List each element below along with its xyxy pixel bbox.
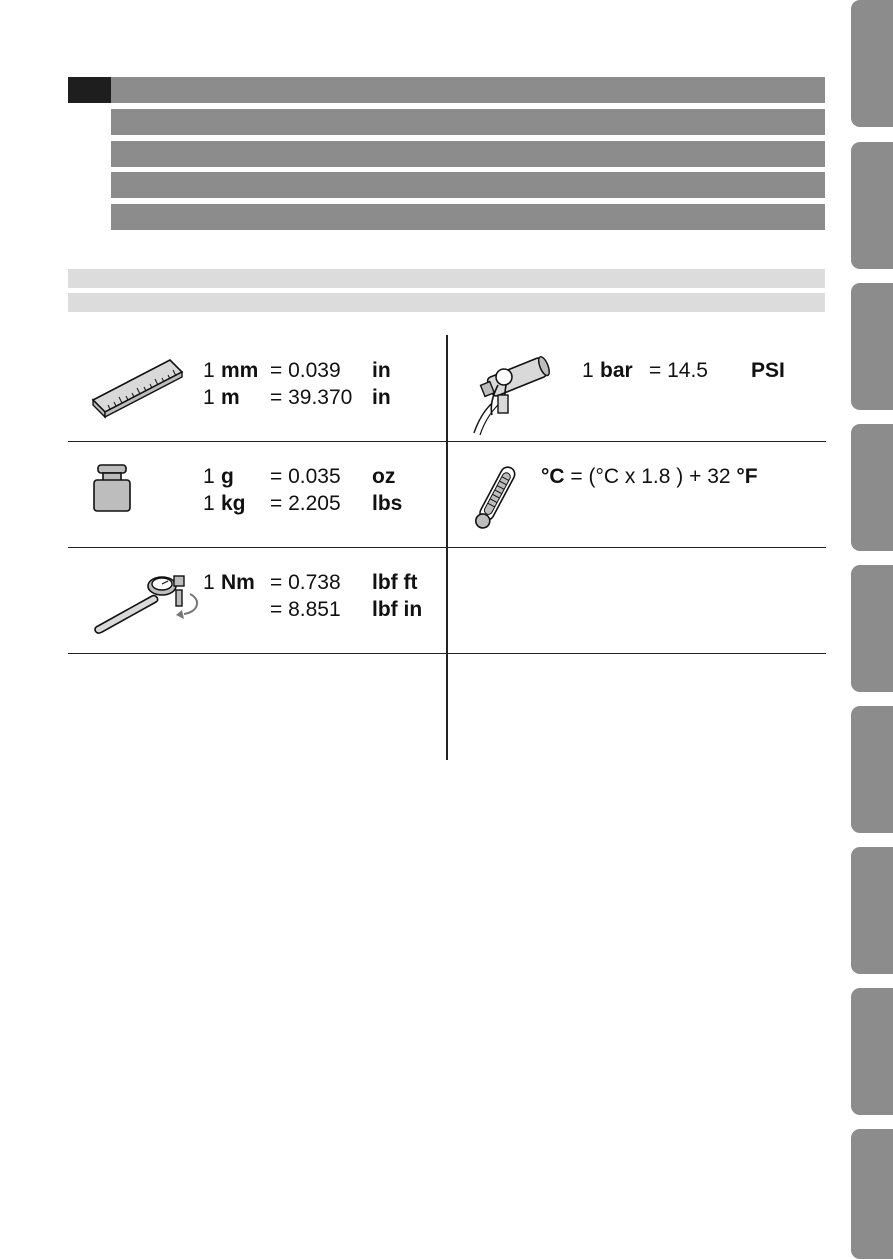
value: = 0.039 bbox=[270, 359, 341, 382]
qty: 1 bbox=[203, 492, 215, 515]
value: = 0.738 bbox=[270, 571, 341, 594]
side-tab-5[interactable] bbox=[851, 565, 893, 692]
side-tab-7[interactable] bbox=[851, 847, 893, 974]
target-unit: lbf ft bbox=[372, 571, 418, 594]
subsection-bar-1 bbox=[111, 109, 825, 135]
unit: m bbox=[221, 386, 240, 409]
side-tab-6[interactable] bbox=[851, 706, 893, 833]
side-tab-9[interactable] bbox=[851, 1129, 893, 1259]
temperature-conversion bbox=[541, 463, 758, 490]
value: = 39.370 bbox=[270, 386, 353, 409]
subsection-bar-4 bbox=[111, 204, 825, 230]
side-tab-2[interactable] bbox=[851, 142, 893, 269]
target-unit: °F bbox=[736, 465, 758, 488]
value: = 14.5 bbox=[649, 359, 708, 382]
value: = 8.851 bbox=[270, 598, 341, 621]
weight-icon bbox=[92, 464, 132, 514]
ruler-icon bbox=[90, 358, 186, 418]
unit: g bbox=[221, 465, 234, 488]
target-unit: oz bbox=[372, 465, 396, 488]
side-tab-4[interactable] bbox=[851, 424, 893, 551]
unit: kg bbox=[221, 492, 246, 515]
target-unit: PSI bbox=[751, 359, 785, 382]
subsection-bar-2 bbox=[111, 141, 825, 167]
side-tab-3[interactable] bbox=[851, 283, 893, 410]
table-caption-bar-1 bbox=[68, 269, 825, 288]
section-number-block bbox=[68, 77, 111, 103]
pressure-gauge-icon bbox=[468, 355, 558, 437]
unit: Nm bbox=[221, 571, 255, 594]
target-unit: lbf in bbox=[372, 598, 423, 621]
from-unit: °C bbox=[541, 465, 565, 488]
target-unit: in bbox=[372, 386, 391, 409]
target-unit: in bbox=[372, 359, 391, 382]
unit: mm bbox=[221, 359, 259, 382]
qty: 1 bbox=[203, 465, 215, 488]
value: = 2.205 bbox=[270, 492, 341, 515]
section-title-bar bbox=[111, 77, 825, 103]
side-tab-8[interactable] bbox=[851, 988, 893, 1115]
target-unit: lbs bbox=[372, 492, 403, 515]
qty: 1 bbox=[203, 571, 215, 594]
subsection-bar-3 bbox=[111, 172, 825, 198]
side-tab-1[interactable] bbox=[851, 0, 893, 127]
qty: 1 bbox=[203, 386, 215, 409]
table-caption-bar-2 bbox=[68, 293, 825, 312]
value: = 0.035 bbox=[270, 465, 341, 488]
table-divider-2 bbox=[68, 547, 826, 548]
thermometer-icon bbox=[470, 462, 520, 536]
table-divider-1 bbox=[68, 441, 826, 442]
qty: 1 bbox=[203, 359, 215, 382]
qty: 1 bbox=[582, 359, 594, 382]
formula: = (°C x 1.8 ) + 32 bbox=[570, 465, 731, 488]
unit: bar bbox=[600, 359, 633, 382]
torque-wrench-icon bbox=[90, 570, 206, 636]
table-divider-3 bbox=[68, 653, 826, 654]
